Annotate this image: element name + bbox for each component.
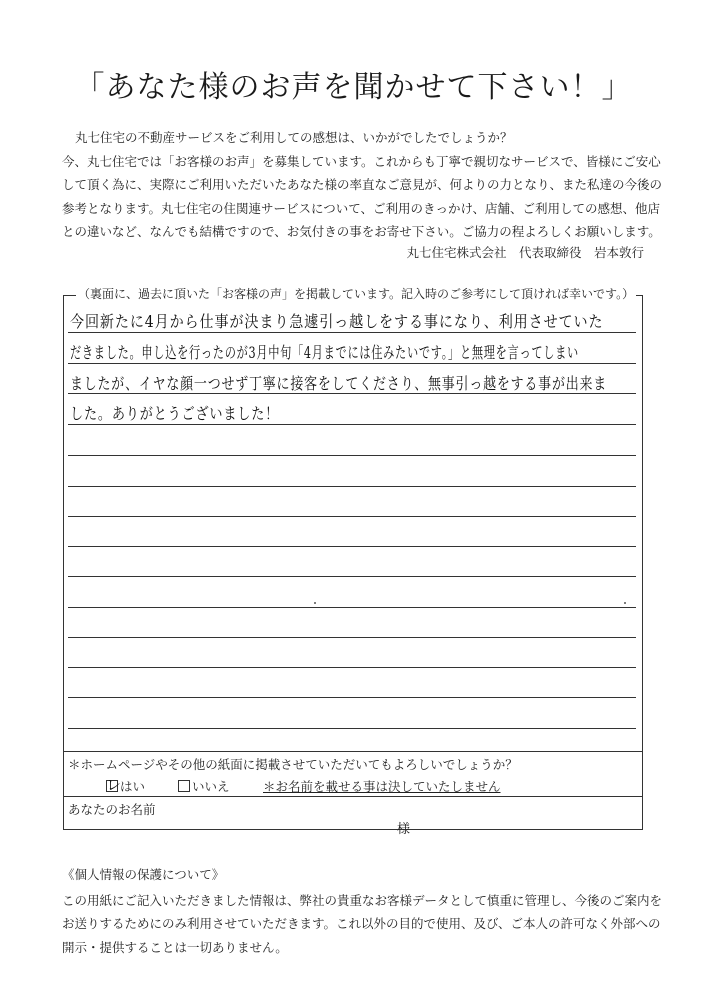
ruled-line [68,486,636,487]
check-mark-icon: レ [106,776,122,794]
name-suffix: 様 [397,822,411,837]
name-privacy-note: ＊お名前を載せる事は決していたしません [263,779,501,794]
reference-note: （裏面に、過去に頂いた「お客様の声」を掲載しています。記入時のご参考にして頂ければ幸いです。） [78,287,635,301]
publish-question: ＊ホームページやその他の紙面に掲載させていただいてもよろしいでしょうか？ [68,757,518,772]
ruled-line [68,363,636,364]
handwritten-line: 今回新たに4月から仕事が決まり急遽引っ越しをする事になり、利用させていた [70,312,604,331]
privacy-line: 開示・提供することは一切ありません。 [62,939,288,955]
ruled-line [68,424,636,425]
yes-option[interactable] [106,777,145,795]
yes-label: はい [120,779,146,794]
ruled-line [68,576,636,577]
ruled-line [68,332,636,333]
ruled-line [68,637,636,638]
ruled-line [68,667,636,668]
stray-dot [624,602,626,604]
intro-line: して頂く為に、実際にご利用いただいたあなた様の率直なご意見が、何よりの力となり、また私達の今後の [62,177,663,193]
ruled-line [68,455,636,456]
ruled-line [68,728,636,729]
privacy-line: お送りするためにのみ利用させていただきます。これ以外の目的で使用、及び、ご本人の許可なく外部への [62,916,661,932]
handwritten-line: した。ありがとうございました！ [70,404,280,423]
section-divider [63,796,643,797]
handwritten-line: ましたが、イヤな顔一つせず丁寧に接客をしてくださり、無事引っ越をする事が出来ま [70,374,608,393]
page-title: 「あなた様のお声を聞かせて下さい！」 [74,70,633,105]
intro-line: 今、丸七住宅では「お客様のお声」を募集しています。これからも丁寧で親切なサービスで、皆様にご安心 [62,153,661,169]
privacy-text [62,889,662,959]
section-divider [63,751,643,752]
intro-line: との違いなど、なんでも結構ですので、お気付きの事をお寄せ下さい。ご協力の程よろしくお願いします。 [62,224,661,240]
ruled-line [68,607,636,608]
ruled-line [68,546,636,547]
privacy-title: 《個人情報の保護について》 [62,867,225,882]
name-label: あなたのお名前 [68,802,156,817]
ruled-line [68,697,636,698]
no-label: いいえ [192,779,230,794]
no-option[interactable] [178,777,230,795]
stray-dot [314,602,316,604]
intro-line: 参考となります。丸七住宅の住関連サービスについて、ご利用のきっかけ、店舗、ご利用しての感想、他店 [62,200,661,216]
handwritten-line: だきました。申し込を行ったのが3月中旬「4月までには住みたいです。」と無理を言ってしまい [70,343,579,362]
yes-checkbox[interactable] [106,776,122,794]
intro-line: 丸七住宅の不動産サービスをご利用しての感想は、いかがでしたでしょうか？ [75,130,513,145]
intro-text [62,126,663,244]
no-checkbox[interactable] [178,780,190,792]
privacy-line: この用紙にご記入いただきました情報は、弊社の貴重なお客様データとして慎重に管理し、今後のご案内を [62,893,663,908]
ruled-line [68,516,636,517]
signature: 丸七住宅株式会社 代表取締役 岩本敦行 [406,245,644,260]
